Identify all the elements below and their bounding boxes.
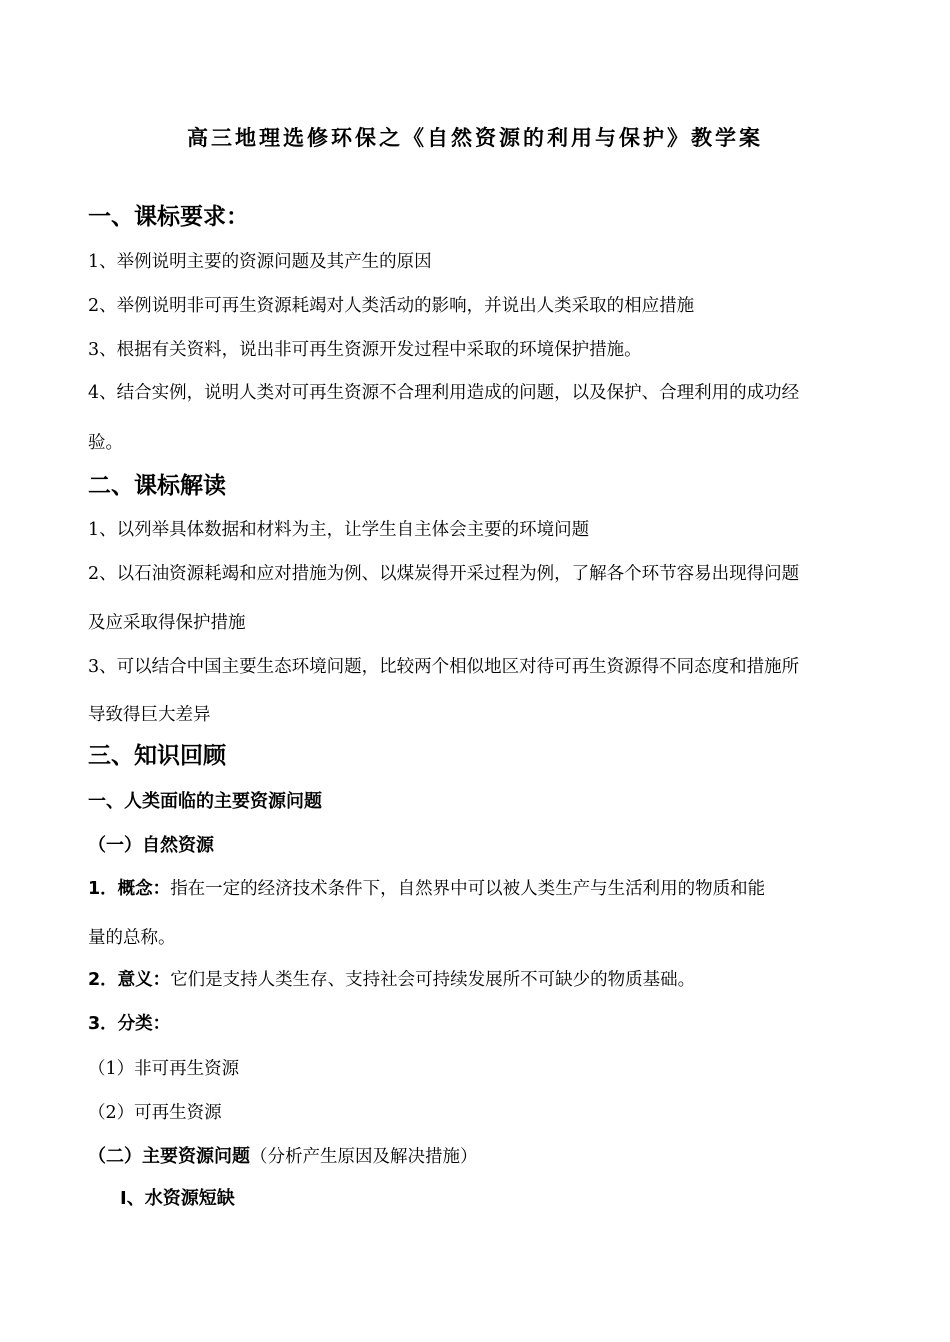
meaning-line <box>88 968 695 992</box>
document-title: 高三地理选修环保之《自然资源的利用与保护》教学案 <box>187 126 763 150</box>
interpretation-item-3-cont: 导致得巨大差异 <box>88 705 211 725</box>
interpretation-item-1: 1、以列举具体数据和材料为主，让学生自主体会主要的环境问题 <box>88 520 590 540</box>
water-shortage-heading: Ⅰ、水资源短缺 <box>120 1188 235 1209</box>
interpretation-item-3: 3、可以结合中国主要生态环境问题，比较两个相似地区对待可再生资源得不同态度和措施所 <box>88 657 800 677</box>
section-heading-interpretation: 二、课标解读 <box>88 473 226 499</box>
requirement-item-2: 2、举例说明非可再生资源耗竭对人类活动的影响，并说出人类采取的相应措施 <box>88 296 695 316</box>
interpretation-item-2-cont: 及应采取得保护措施 <box>88 613 246 633</box>
meaning-label: 2．意义： <box>88 970 171 990</box>
classification-item-2: （2）可再生资源 <box>88 1103 222 1123</box>
main-problems-note: （分析产生原因及解决措施） <box>250 1147 478 1167</box>
concept-text: 指在一定的经济技术条件下，自然界中可以被人类生产与生活利用的物质和能 <box>170 879 766 899</box>
interpretation-item-2: 2、以石油资源耗竭和应对措施为例、以煤炭得开采过程为例，了解各个环节容易出现得问题 <box>88 564 800 584</box>
subheading-natural-resources: （一）自然资源 <box>88 835 214 856</box>
requirement-item-4-cont: 验。 <box>88 433 123 453</box>
requirement-item-3: 3、根据有关资料，说出非可再生资源开发过程中采取的环境保护措施。 <box>88 340 642 360</box>
classification-label: 3．分类： <box>88 1014 171 1034</box>
meaning-text: 它们是支持人类生存、支持社会可持续发展所不可缺少的物质基础。 <box>170 970 696 990</box>
requirement-item-1: 1、举例说明主要的资源问题及其产生的原因 <box>88 252 432 272</box>
main-problems-line <box>88 1145 478 1169</box>
classification-item-1: （1）非可再生资源 <box>88 1059 240 1079</box>
concept-label: 1．概念： <box>88 879 171 899</box>
main-problems-heading: （二）主要资源问题 <box>88 1146 250 1167</box>
concept-cont: 量的总称。 <box>88 928 176 948</box>
requirement-item-4: 4、结合实例，说明人类对可再生资源不合理利用造成的问题，以及保护、合理利用的成功经 <box>88 383 800 403</box>
subheading-resource-problems: 一、人类面临的主要资源问题 <box>88 791 322 812</box>
concept-line <box>88 877 765 901</box>
section-heading-review: 三、知识回顾 <box>88 743 226 769</box>
section-heading-requirements: 一、课标要求： <box>88 204 249 230</box>
